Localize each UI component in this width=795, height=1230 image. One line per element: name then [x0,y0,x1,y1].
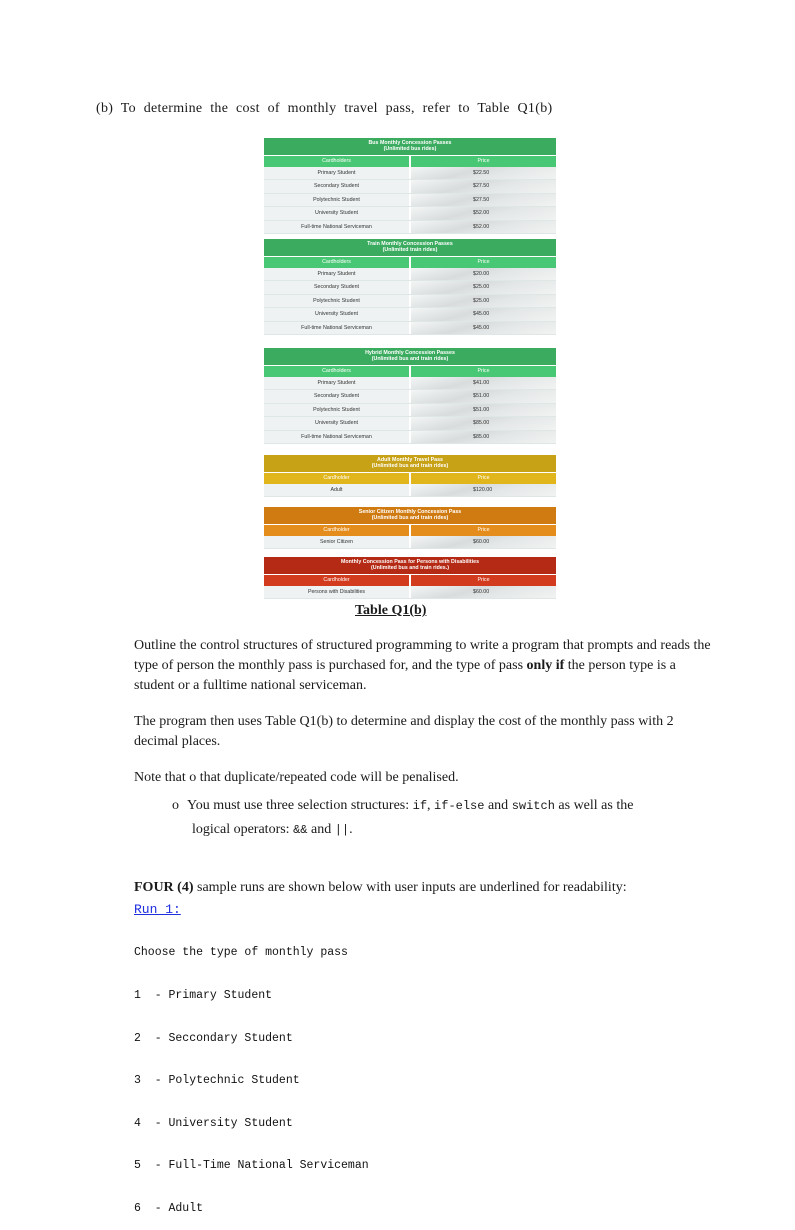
column-header-cardholder: Cardholder [264,473,409,484]
column-header-cardholders: Cardholders [264,257,409,268]
code-line: 5 - Full-Time National Serviceman [134,1159,369,1173]
keyword-switch: switch [511,799,555,813]
senior-citizen-pass-table [264,507,556,549]
table-title [264,348,556,365]
cardholder-cell: Primary Student [264,377,409,390]
table-row [264,308,556,322]
column-header-price: Price [411,366,556,377]
sample-output [134,918,369,1230]
table-title-sub: (Unlimited bus and train rides.) [371,565,449,572]
emphasis-only: only [526,658,553,673]
table-title-main: Senior Citizen Monthly Concession Pass [358,508,462,515]
penalty-note: Note that o that duplicate/repeated code will be penalised. [134,770,459,785]
price-cell: $51.00 [411,390,556,403]
price-cell: $85.00 [411,417,556,430]
table-header [264,525,556,536]
table-title-sub: (Unlimited train rides) [382,247,438,254]
table-caption: Table Q1(b) [355,603,427,618]
price-cell: $27.50 [411,180,556,193]
table-row [264,404,556,418]
cardholder-cell: Polytechnic Student [264,404,409,417]
instruction-paragraph [134,636,714,696]
column-header-cardholder: Cardholder [264,575,409,586]
price-cell: $85.00 [411,431,556,444]
table-header [264,257,556,268]
cardholder-cell: Full-time National Serviceman [264,221,409,234]
price-cell: $51.00 [411,404,556,417]
bullet-text-and: and [487,798,509,813]
hybrid-pass-table [264,348,556,444]
table-row [264,586,556,600]
table-title-sub: (Unlimited bus and train rides) [371,356,449,363]
table-row [264,295,556,309]
cardholder-cell: Primary Student [264,268,409,281]
column-header-price: Price [411,473,556,484]
cardholder-cell: University Student [264,417,409,430]
table-row [264,268,556,282]
table-title [264,455,556,472]
table-title-main: Train Monthly Concession Passes [367,240,453,247]
code-line: 3 - Polytechnic Student [134,1074,300,1088]
operator-and: && [293,823,308,837]
run-label: Run 1: [134,902,181,917]
code-line: 2 - Seccondary Student [134,1031,293,1045]
bullet-text-end: . [349,822,353,837]
table-row [264,377,556,391]
cardholder-cell: University Student [264,207,409,220]
column-header-price: Price [411,257,556,268]
table-title-main: Bus Monthly Concession Passes [368,139,452,146]
price-cell: $22.50 [411,167,556,180]
cardholder-cell: Secondary Student [264,390,409,403]
cardholder-cell: University Student [264,308,409,321]
cardholder-cell: Secondary Student [264,281,409,294]
adult-pass-table [264,455,556,497]
cardholder-cell: Full-time National Serviceman [264,322,409,335]
keyword-if-else: if-else [434,799,485,813]
cardholder-cell: Polytechnic Student [264,295,409,308]
operator-or: || [334,823,350,837]
column-header-price: Price [411,575,556,586]
sample-runs-intro [134,880,627,896]
cardholder-cell: Persons with Disabilities [264,586,409,599]
table-title-sub: (Unlimited bus rides) [383,146,437,153]
table-row [264,221,556,235]
price-cell: $60.00 [411,586,556,599]
table-title [264,239,556,256]
table-row [264,536,556,550]
column-header-price: Price [411,156,556,167]
cardholder-cell: Full-time National Serviceman [264,431,409,444]
table-title-main: Adult Monthly Travel Pass [377,456,443,463]
table-title-main: Hybrid Monthly Concession Passes [365,349,455,356]
table-row [264,484,556,498]
table-title [264,557,556,574]
question-heading: (b) To determine the cost of monthly travel pass, refer to Table Q1(b) [96,101,553,116]
price-cell: $41.00 [411,377,556,390]
code-line: 6 - Adult [134,1202,204,1216]
keyword-if: if [412,799,428,813]
price-cell: $25.00 [411,295,556,308]
emphasis-if: if [555,658,565,673]
code-line: 4 - University Student [134,1116,293,1130]
table-row [264,322,556,336]
cardholder-cell: Primary Student [264,167,409,180]
table-row [264,431,556,445]
column-header-price: Price [411,525,556,536]
price-cell: $45.00 [411,322,556,335]
table-title-sub: (Unlimited bus and train rides) [371,515,449,522]
bullet-text-mid: as well as the [558,798,634,813]
price-cell: $52.00 [411,207,556,220]
sample-count: FOUR (4) [134,880,194,895]
column-header-cardholders: Cardholders [264,366,409,377]
disabilities-pass-table [264,557,556,599]
table-row [264,417,556,431]
table-title [264,138,556,155]
table-title-sub: (Unlimited bus and train rides) [371,463,449,470]
table-header [264,366,556,377]
program-paragraph: The program then uses Table Q1(b) to determine and display the cost of the monthly pass with 2 decimal places. [134,714,674,749]
column-header-cardholder: Cardholder [264,525,409,536]
table-row [264,281,556,295]
price-cell: $45.00 [411,308,556,321]
paragraph-text-end: the person type is a student or a fulltime national serviceman. [134,658,676,693]
paragraph-text: Outline the control structures of structured programming to write a program that prompts and reads the type of person the monthly pass is purchased for, and the type of pass [134,638,711,673]
cardholder-cell: Adult [264,484,409,497]
table-header [264,473,556,484]
price-cell: $60.00 [411,536,556,549]
column-header-cardholders: Cardholders [264,156,409,167]
table-row [264,194,556,208]
code-line: 1 - Primary Student [134,989,273,1003]
price-cell: $27.50 [411,194,556,207]
bus-pass-table [264,138,556,234]
code-line: Choose the type of monthly pass [134,946,348,960]
table-row [264,167,556,181]
cardholder-cell: Senior Citizen [264,536,409,549]
bullet-marker: o [172,798,179,813]
cardholder-cell: Secondary Student [264,180,409,193]
bullet-text: You must use three selection structures: [186,798,410,813]
price-cell: $52.00 [411,221,556,234]
bullet-text-and2: and [310,822,332,837]
sample-text: sample runs are shown below with user inputs are underlined for readability: [197,880,627,895]
table-title-main: Monthly Concession Pass for Persons with Disabilities [340,558,480,565]
table-title [264,507,556,524]
price-cell: $20.00 [411,268,556,281]
bullet-text-line2: logical operators: [192,822,290,837]
train-pass-table [264,239,556,335]
cardholder-cell: Polytechnic Student [264,194,409,207]
table-header [264,156,556,167]
table-header [264,575,556,586]
price-cell: $120.00 [411,484,556,497]
requirement-bullet: o You must use three selection structures: if, if-else and switch as well as the logical operators: && and ||. [172,794,722,842]
table-row [264,180,556,194]
table-row [264,207,556,221]
table-row [264,390,556,404]
price-cell: $25.00 [411,281,556,294]
